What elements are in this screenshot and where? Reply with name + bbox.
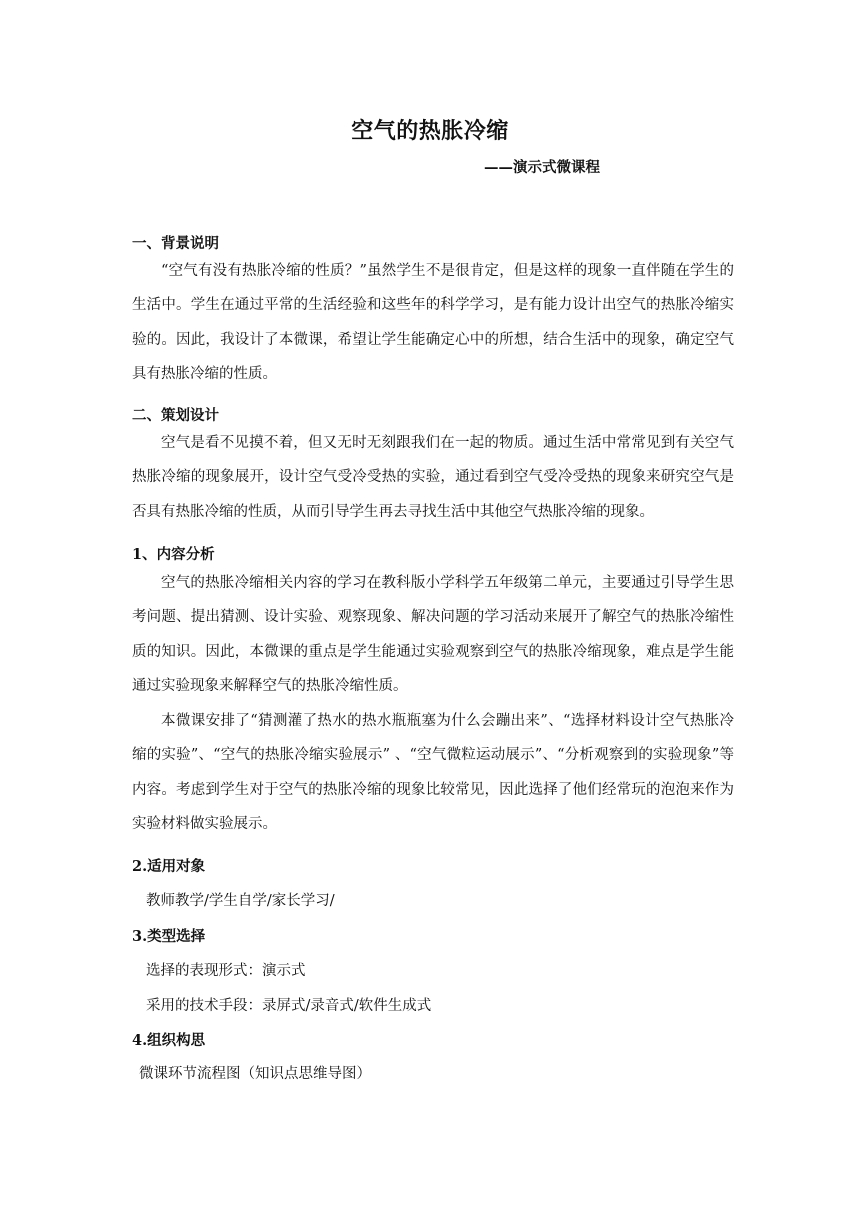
section-text-content-2: 本微课安排了“猜测灌了热水的热水瓶瓶塞为什么会蹦出来”、“选择材料设计空气热胀冷缩的实验”、“空气的热胀冷缩实验展示” 、“空气微粒运动展示”、“分析观察到的实验现象”等内容。考虑到学生对于空气的热胀冷缩的现象比较常见，因此选择了他们经常玩的泡泡来作为实验材料做实验展示。: [132, 713, 734, 832]
section-text-type-tech: 采用的技术手段：录屏式/录音式/软件生成式: [146, 998, 432, 1014]
section-text-organization: 微课环节流程图（知识点思维导图）: [139, 1066, 371, 1082]
section-text-audience: 教师教学/学生自学/家长学习/: [146, 893, 335, 909]
section-text-background: “空气有没有热胀冷缩的性质？”虽然学生不是很肯定，但是这样的现象一直伴随在学生的生活中。学生在通过平常的生活经验和这些年的科学学习，是有能力设计出空气的热胀冷缩实验的。因此，我设计了本微课，希望让学生能确定心中的所想，结合生活中的现象，确定空气具有热胀冷缩的性质。: [132, 263, 734, 382]
section-heading-content: 1、内容分析: [132, 546, 215, 563]
section-text-type-form: 选择的表现形式：演示式: [146, 963, 306, 979]
section-heading-background: 一、背景说明: [132, 235, 219, 252]
section-heading-organization: 4.组织构思: [132, 1032, 206, 1049]
section-text-content-1: 空气的热胀冷缩相关内容的学习在教科版小学科学五年级第二单元，主要通过引导学生思考问题、提出猜测、设计实验、观察现象、解决问题的学习活动来展开了解空气的热胀冷缩性质的知识。因此，本微课的重点是学生能通过实验观察到空气的热胀冷缩现象，难点是学生能通过实验现象来解释空气的热胀冷缩性质。: [132, 575, 734, 694]
section-heading-type: 3.类型选择: [132, 928, 206, 945]
document-title: 空气的热胀冷缩: [351, 118, 509, 144]
document-subtitle: ——演示式微课程: [484, 159, 600, 176]
section-text-design: 空气是看不见摸不着，但又无时无刻跟我们在一起的物质。通过生活中常常见到有关空气热胀冷缩的现象展开，设计空气受冷受热的实验，通过看到空气受冷受热的现象来研究空气是否具有热胀冷缩的性质，从而引导学生再去寻找生活中其他空气热胀冷缩的现象。: [132, 435, 734, 520]
section-heading-audience: 2.适用对象: [132, 858, 206, 875]
section-heading-design: 二、策划设计: [132, 407, 219, 424]
